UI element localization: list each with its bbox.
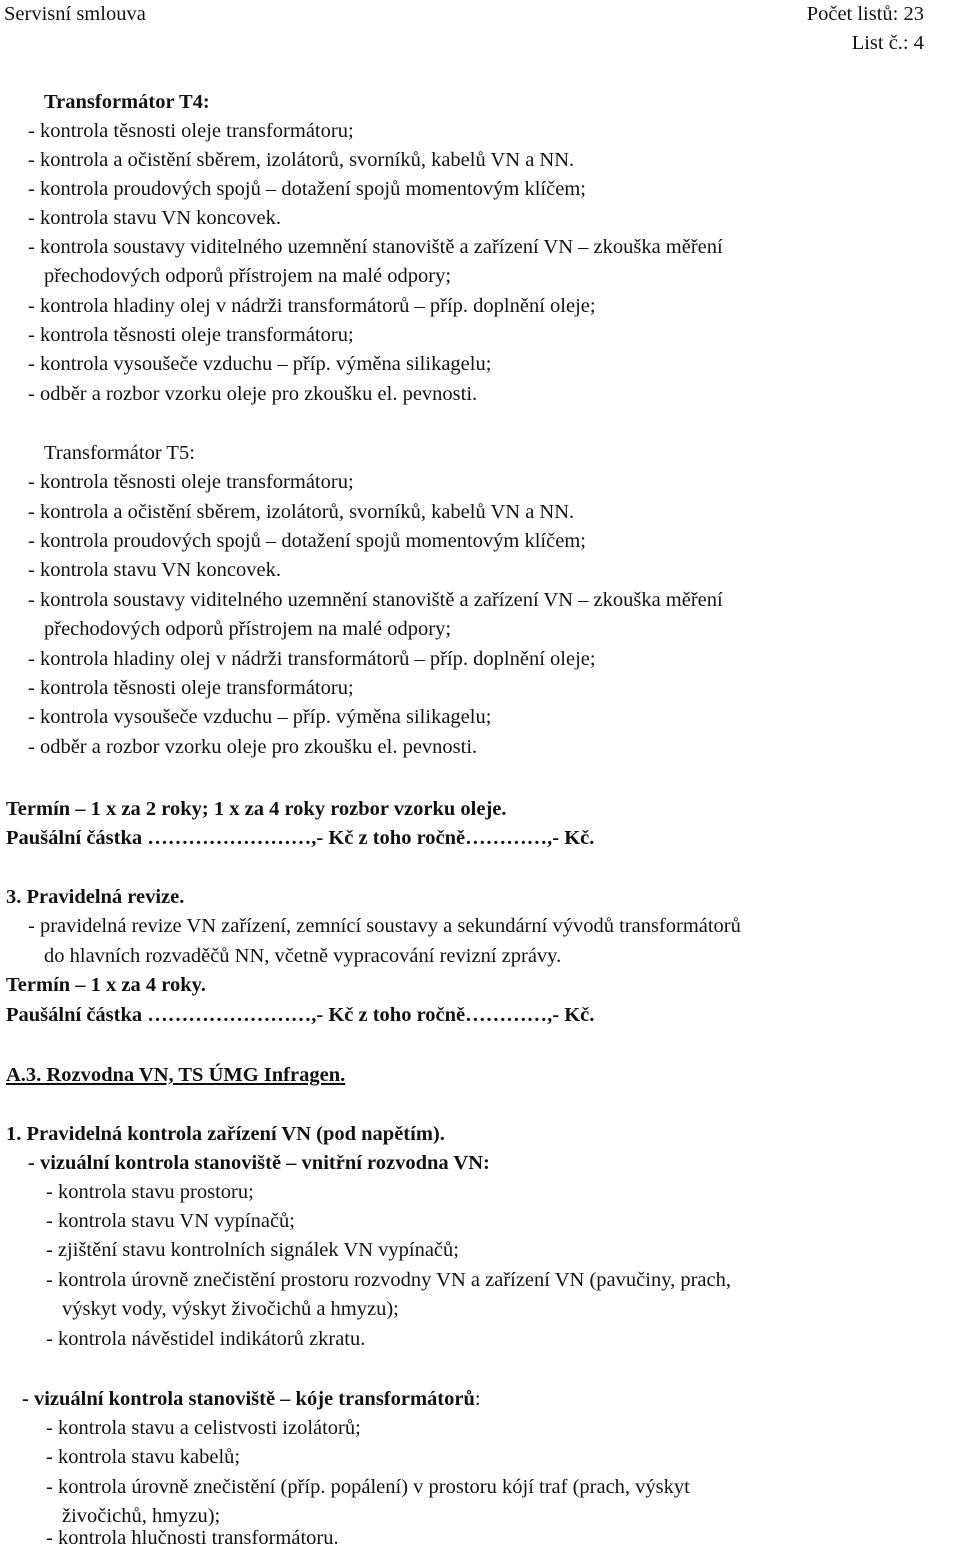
t5-item: - kontrola těsnosti oleje transformátoru; — [28, 471, 354, 493]
inspection-item: - kontrola stavu VN vypínačů; — [46, 1210, 295, 1232]
inspection-subheading-colon: : — [474, 1388, 481, 1410]
t4-item: - kontrola vysoušeče vzduchu – příp. výměna silikagelu; — [28, 353, 492, 375]
header-sheet-number: List č.: 4 — [851, 32, 924, 54]
t4-item: - kontrola proudových spojů – dotažení spojů momentovým klíčem; — [28, 178, 586, 200]
t5-item: - kontrola vysoušeče vzduchu – příp. výměna silikagelu; — [28, 706, 492, 728]
inspection-item: - kontrola stavu a celistvosti izolátorů; — [46, 1417, 361, 1439]
inspection-item: - kontrola hlučnosti transformátoru. — [46, 1527, 339, 1549]
revision-item-continuation: do hlavních rozvaděčů NN, včetně vypracování revizní zprávy. — [44, 945, 562, 967]
t4-item: - kontrola a očistění sběrem, izolátorů, svorníků, kabelů VN a NN. — [28, 149, 575, 171]
revision-fee-line: Paušální částka ……………………,- Kč z toho ročně…………,- Kč. — [6, 1004, 595, 1026]
t4-item-continuation: přechodových odporů přístrojem na malé odpory; — [44, 265, 452, 287]
revision-item: - pravidelná revize VN zařízení, zemnící soustavy a sekundární vývodů transformátorů — [28, 915, 741, 937]
t5-item: - odběr a rozbor vzorku oleje pro zkoušku el. pevnosti. — [28, 736, 478, 758]
inspection-item: - kontrola návěstidel indikátorů zkratu. — [46, 1328, 366, 1350]
inspection-item-continuation: výskyt vody, výskyt živočichů a hmyzu); — [62, 1298, 399, 1320]
t4-item: - kontrola hladiny olej v nádrži transformátorů – příp. doplnění oleje; — [28, 295, 596, 317]
header-document-title: Servisní smlouva — [4, 3, 146, 25]
t4-item: - kontrola stavu VN koncovek. — [28, 207, 281, 229]
t4-item: - kontrola těsnosti oleje transformátoru; — [28, 324, 354, 346]
t5-item-continuation: přechodových odporů přístrojem na malé odpory; — [44, 618, 452, 640]
inspection-item: - zjištění stavu kontrolních signálek VN vypínačů; — [46, 1239, 459, 1261]
t5-item: - kontrola soustavy viditelného uzemnění stanoviště a zařízení VN – zkouška měření — [28, 589, 723, 611]
t5-item: - kontrola hladiny olej v nádrži transformátorů – příp. doplnění oleje; — [28, 648, 596, 670]
header-sheet-count: Počet listů: 23 — [806, 3, 924, 25]
flat-fee-line: Paušální částka ……………………,- Kč z toho ročně…………,- Kč. — [6, 827, 595, 849]
t5-item: - kontrola proudových spojů – dotažení spojů momentovým klíčem; — [28, 530, 586, 552]
t4-item: - odběr a rozbor vzorku oleje pro zkoušku el. pevnosti. — [28, 383, 478, 405]
t4-item: - kontrola soustavy viditelného uzemnění stanoviště a zařízení VN – zkouška měření — [28, 236, 723, 258]
inspection-subheading-text: - vizuální kontrola stanoviště – kóje transformátorů — [22, 1388, 475, 1410]
section-a3-heading: A.3. Rozvodna VN, TS ÚMG Infragen. — [6, 1064, 346, 1086]
t4-item: - kontrola těsnosti oleje transformátoru; — [28, 120, 354, 142]
inspection-item: - kontrola úrovně znečistění (příp. popálení) v prostoru kójí traf (prach, výskyt — [46, 1476, 690, 1498]
t5-item: - kontrola a očistění sběrem, izolátorů, svorníků, kabelů VN a NN. — [28, 501, 575, 523]
revision-heading: 3. Pravidelná revize. — [6, 886, 185, 908]
t5-item: - kontrola stavu VN koncovek. — [28, 559, 281, 581]
inspection-item: - kontrola stavu kabelů; — [46, 1446, 241, 1468]
t4-heading: Transformátor T4: — [44, 91, 210, 113]
revision-term-line: Termín – 1 x za 4 roky. — [6, 974, 206, 996]
inspection-heading: 1. Pravidelná kontrola zařízení VN (pod napětím). — [6, 1123, 445, 1145]
inspection-item: - kontrola úrovně znečistění prostoru rozvodny VN a zařízení VN (pavučiny, prach, — [46, 1269, 732, 1291]
inspection-subheading-indoor: - vizuální kontrola stanoviště – vnitřní rozvodna VN: — [28, 1152, 490, 1174]
t5-heading: Transformátor T5: — [44, 442, 195, 464]
t5-item: - kontrola těsnosti oleje transformátoru; — [28, 677, 354, 699]
inspection-subheading-transformer-bays — [22, 1385, 481, 1414]
term-line: Termín – 1 x za 2 roky; 1 x za 4 roky rozbor vzorku oleje. — [6, 798, 507, 820]
inspection-item: - kontrola stavu prostoru; — [46, 1181, 254, 1203]
inspection-item-continuation: živočichů, hmyzu); — [62, 1505, 221, 1527]
